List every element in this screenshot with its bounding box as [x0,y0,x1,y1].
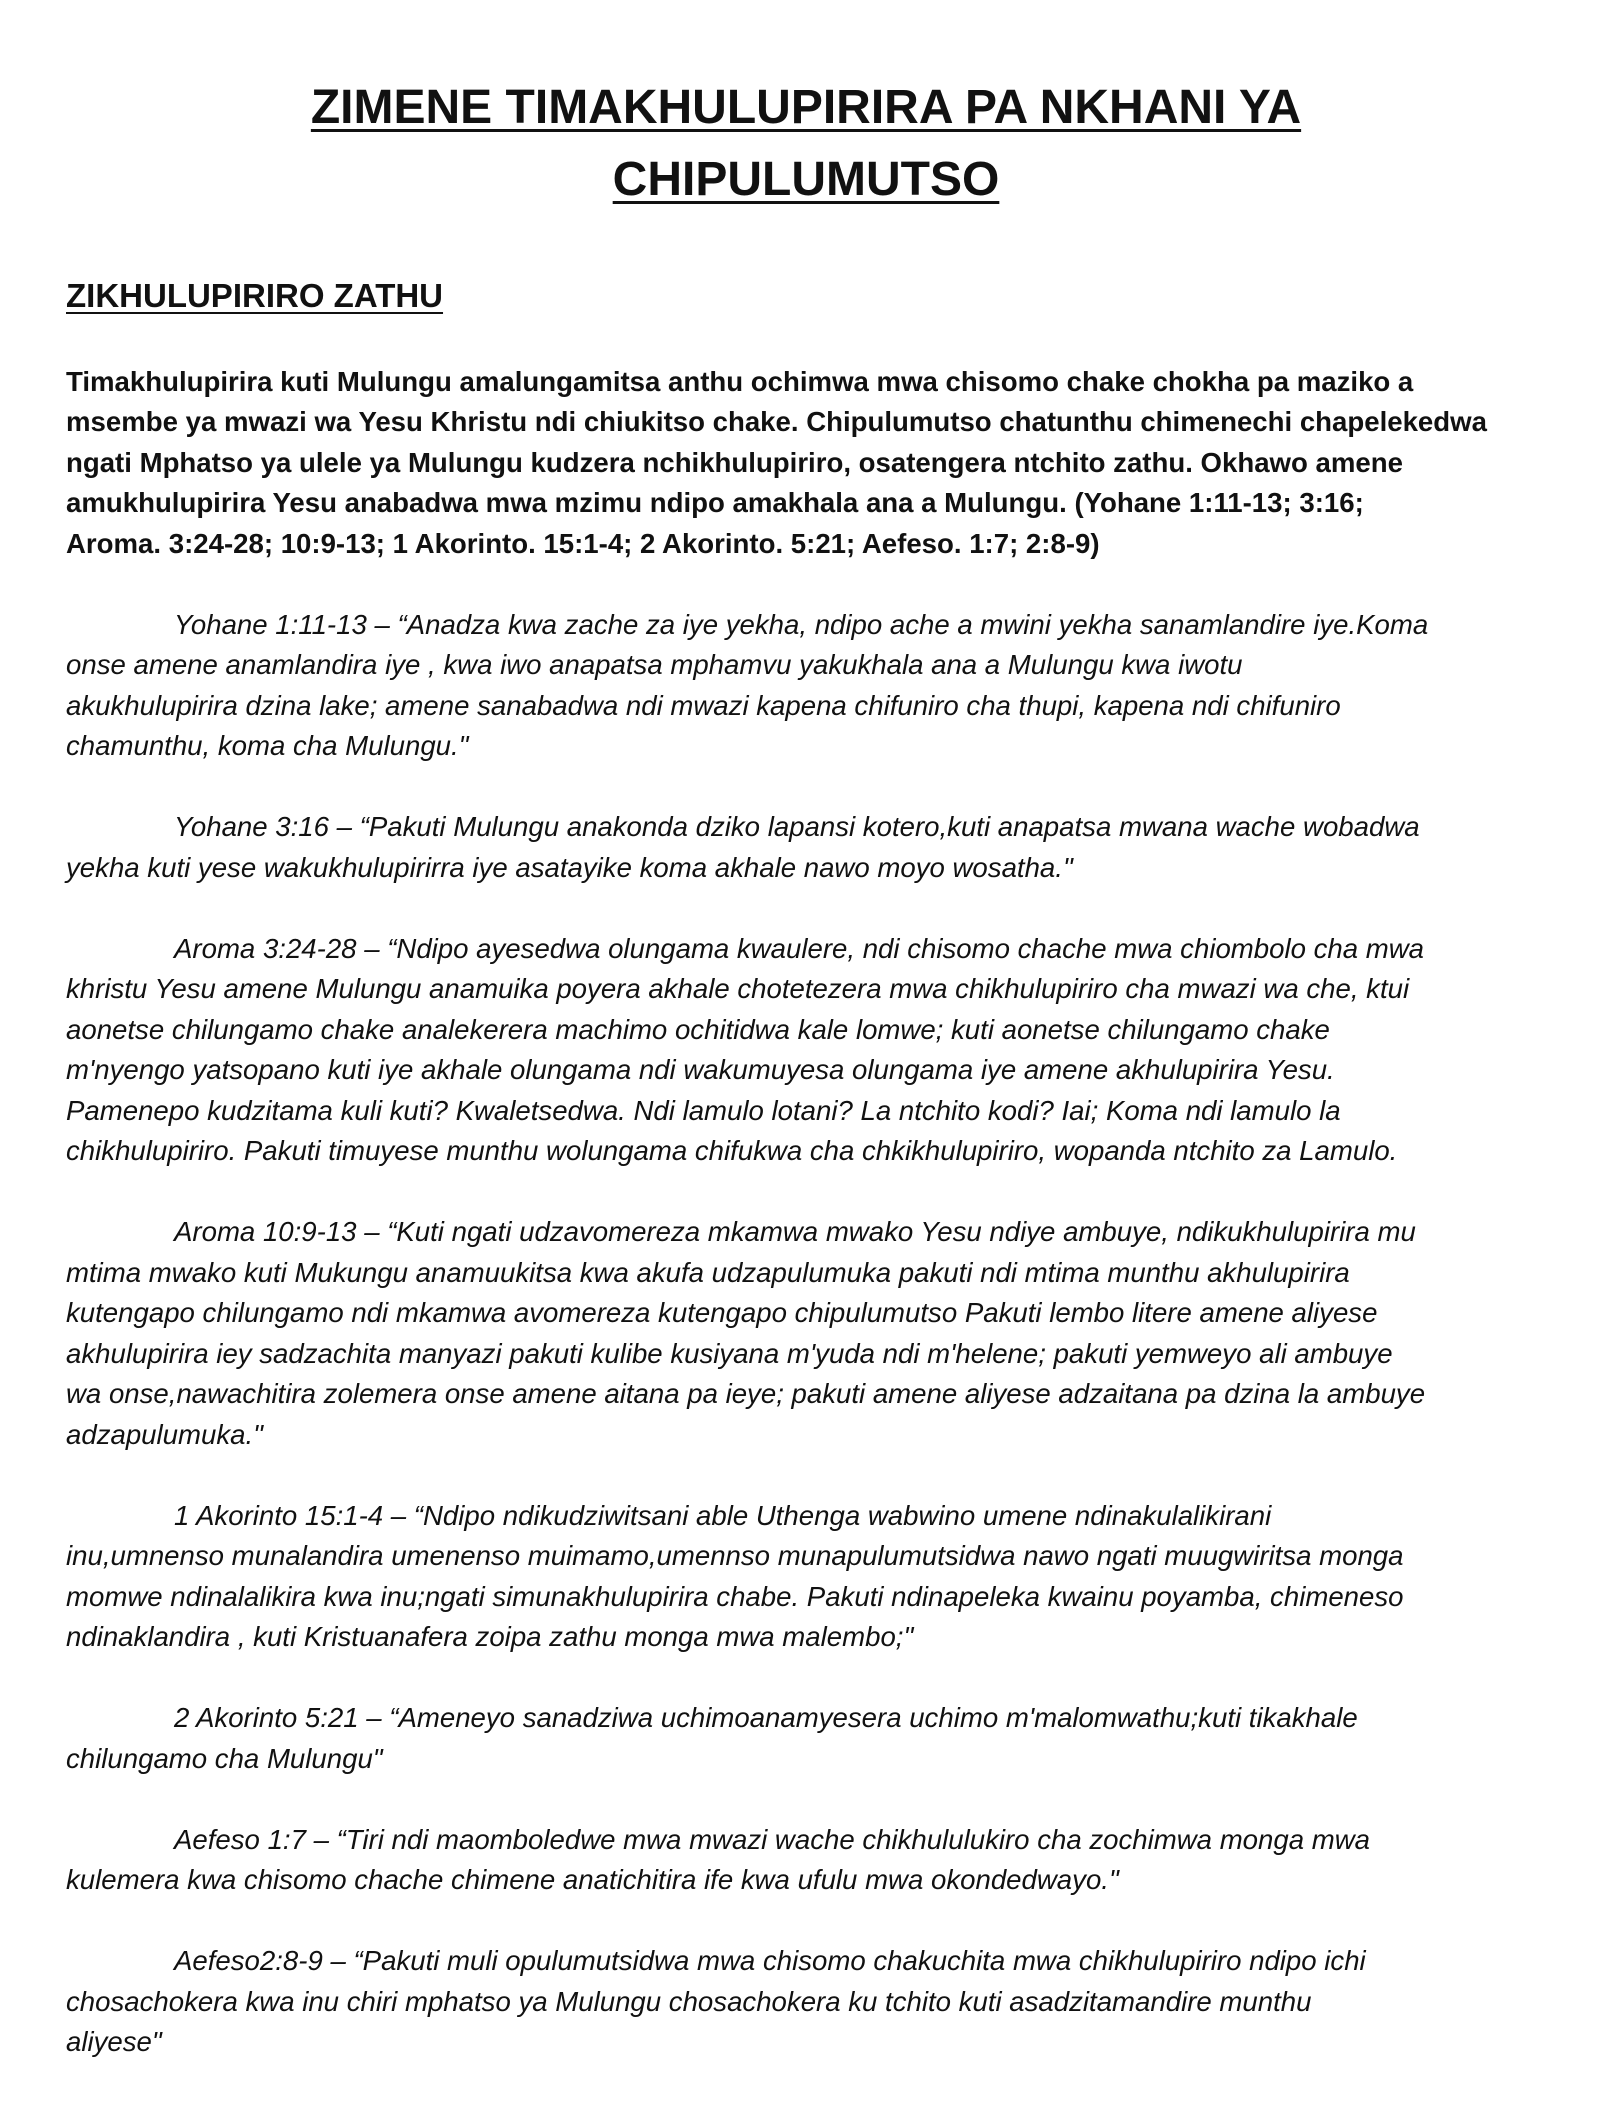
verse-line: chilungamo cha Mulungu" [66,1742,383,1774]
verse-line: chikhulupiriro. Pakuti timuyese munthu wolungama chifukwa cha chkikhulupiriro, wopanda ntchito za Lamulo. [66,1135,1398,1167]
verse-aroma-3-24-28 [66,929,1546,1172]
title-line-2: CHIPULUMUTSO [612,153,1000,206]
verse-aefeso-2-8-9 [66,1941,1546,2063]
intro-line: amukhulupirira Yesu anabadwa mwa mzimu ndipo amakhala ana a Mulungu. (Yohane 1:11-13; 3:16; [66,487,1364,519]
verse-line: adzapulumuka." [66,1418,263,1450]
verse-line: kutengapo chilungamo ndi mkamwa avomereza kutengapo chipulumutso Pakuti lembo litere amene aliyese [66,1297,1378,1329]
verse-line: Aefeso 1:7 – “Tiri ndi maomboledwe mwa mwazi wache chikhululukiro cha zochimwa monga mwa [174,1823,1370,1855]
verse-line: momwe ndinalalikira kwa inu;ngati simunakhulupirira chabe. Pakuti ndinapeleka kwainu poyamba, chimeneso [66,1580,1404,1612]
verse-line: chamunthu, koma cha Mulungu." [66,730,469,762]
intro-paragraph [66,362,1546,564]
verse-line: mtima mwako kuti Mukungu anamuukitsa kwa akufa udzapulumuka pakuti ndi mtima munthu akhulupirira [66,1256,1350,1288]
verse-line: m'nyengo yatsopano kuti iye akhale olungama ndi wakumuyesa olungama iye amene akhulupirira Yesu. [66,1054,1335,1086]
section-heading [66,274,1546,318]
page-title [66,72,1546,216]
verse-yohane-1-11-13 [66,605,1546,767]
intro-line: Timakhulupirira kuti Mulungu amalungamitsa anthu ochimwa mwa chisomo chake chokha pa maziko a [66,366,1414,397]
verse-aefeso-1-7 [66,1820,1546,1901]
verse-line: Aroma 10:9-13 – “Kuti ngati udzavomereza mkamwa mwako Yesu ndiye ambuye, ndikukhulupirira mu [174,1216,1416,1248]
verse-line: Aroma 3:24-28 – “Ndipo ayesedwa olungama kwaulere, ndi chisomo chache mwa chiombolo cha mwa [174,932,1425,964]
verse-line: aonetse chilungamo chake analekerera machimo ochitidwa kale lomwe; kuti aonetse chilungamo chake [66,1013,1330,1045]
verse-line: kulemera kwa chisomo chache chimene anatichitira ife kwa ufulu mwa okondedwayo." [66,1864,1119,1896]
verse-line: Aefeso2:8-9 – “Pakuti muli opulumutsidwa mwa chisomo chakuchita mwa chikhulupiriro ndipo ichi [174,1945,1366,1977]
verse-line: chosachokera kwa inu chiri mphatso ya Mulungu chosachokera ku tchito kuti asadzitamandire munthu [66,1985,1312,2017]
verse-line: onse amene anamlandira iye , kwa iwo anapatsa mphamvu yakukhala ana a Mulungu kwa iwotu [66,649,1243,681]
intro-line: ngati Mphatso ya ulele ya Mulungu kudzera nchikhulupiriro, osatengera ntchito zathu. Okhawo amene [66,446,1403,478]
verse-line: khristu Yesu amene Mulungu anamuika poyera akhale chotetezera mwa chikhulupiriro cha mwazi wa che, ktui [66,973,1410,1005]
verse-line: 1 Akorinto 15:1-4 – “Ndipo ndikudziwitsani able Uthenga wabwino umene ndinakulalikirani [174,1499,1272,1531]
verse-aroma-10-9-13 [66,1212,1546,1455]
verse-line: aliyese" [66,2026,162,2058]
section-heading-text: ZIKHULUPIRIRO ZATHU [66,277,444,314]
verse-yohane-3-16 [66,807,1546,888]
verse-line: yekha kuti yese wakukhulupirirra iye asatayike koma akhale nawo moyo wosatha." [66,851,1073,883]
verse-line: Yohane 3:16 – “Pakuti Mulungu anakonda dziko lapansi kotero,kuti anapatsa mwana wache wobadwa [174,811,1420,843]
title-line-1: ZIMENE TIMAKHULUPIRIRA PA NKHANI YA [310,81,1302,134]
verse-line: akhulupirira iey sadzachita manyazi pakuti kulibe kusiyana m'yuda ndi m'helene; pakuti yemweyo ali ambuye [66,1337,1393,1369]
verse-line: wa onse,nawachitira zolemera onse amene aitana pa ieye; pakuti amene aliyese adzaitana pa dzina la ambuye [66,1378,1426,1410]
intro-line: msembe ya mwazi wa Yesu Khristu ndi chiukitso chake. Chipulumutso chatunthu chimenechi chapelekedwa [66,406,1487,438]
verse-line: Pamenepo kudzitama kuli kuti? Kwaletsedwa. Ndi lamulo lotani? La ntchito kodi? Iai; Koma ndi lamulo la [66,1094,1341,1126]
verse-line: Yohane 1:11-13 – “Anadza kwa zache za iye yekha, ndipo ache a mwini yekha sanamlandire iye.Koma [174,608,1429,640]
verse-line: ndinaklandira , kuti Kristuanafera zoipa zathu monga mwa malembo;" [66,1621,914,1653]
verse-line: inu,umnenso munalandira umenenso muimamo,umennso munapulumutsidwa nawo ngati muugwiritsa monga [66,1540,1404,1572]
verse-line: 2 Akorinto 5:21 – “Ameneyo sanadziwa uchimoanamyesera uchimo m'malomwathu;kuti tikakhale [174,1702,1358,1734]
verse-1-akorinto-15-1-4 [66,1496,1546,1658]
verse-line: akukhulupirira dzina lake; amene sanabadwa ndi mwazi kapena chifuniro cha thupi, kapena ndi chifuniro [66,689,1341,721]
verse-2-akorinto-5-21 [66,1698,1546,1779]
intro-line: Aroma. 3:24-28; 10:9-13; 1 Akorinto. 15:1-4; 2 Akorinto. 5:21; Aefeso. 1:7; 2:8-9) [66,527,1100,559]
